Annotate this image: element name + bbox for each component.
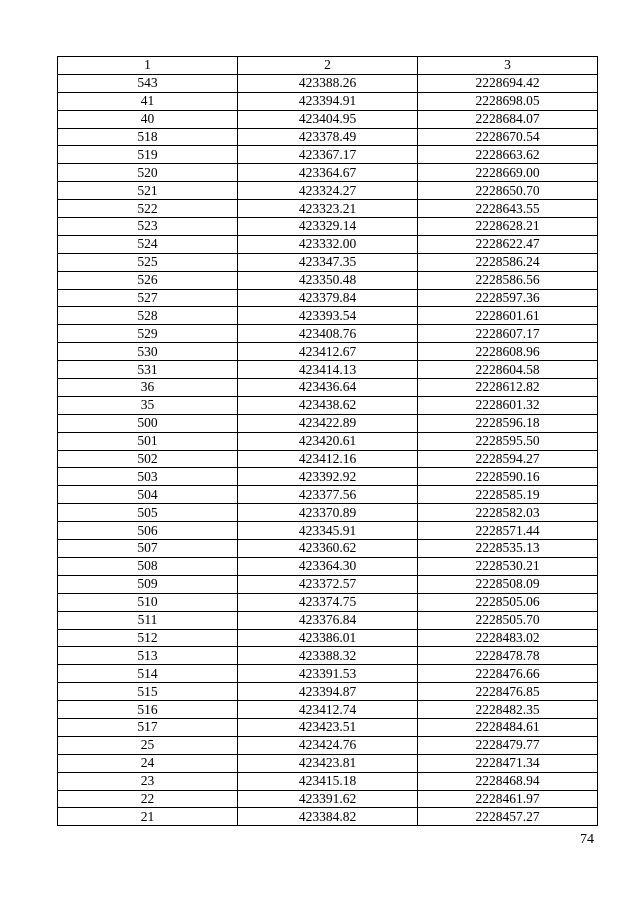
- y-coordinate-cell: 2228508.09: [418, 575, 598, 593]
- x-coordinate-cell: 423377.56: [238, 486, 418, 504]
- point-number-cell: 25: [58, 736, 238, 754]
- y-coordinate-cell: 2228585.19: [418, 486, 598, 504]
- x-coordinate-cell: 423323.21: [238, 200, 418, 218]
- x-coordinate-cell: 423436.64: [238, 379, 418, 397]
- x-coordinate-cell: 423329.14: [238, 218, 418, 236]
- y-coordinate-cell: 2228586.56: [418, 271, 598, 289]
- table-row: [58, 235, 598, 253]
- x-coordinate-cell: 423392.92: [238, 468, 418, 486]
- point-number-cell: 508: [58, 557, 238, 575]
- x-coordinate-cell: 423422.89: [238, 414, 418, 432]
- table-row: [58, 736, 598, 754]
- x-coordinate-cell: 423415.18: [238, 772, 418, 790]
- x-coordinate-cell: 423360.62: [238, 540, 418, 558]
- table-row: [58, 754, 598, 772]
- table-row: [58, 665, 598, 683]
- y-coordinate-cell: 2228478.78: [418, 647, 598, 665]
- table-row: [58, 522, 598, 540]
- point-number-cell: 512: [58, 629, 238, 647]
- table-row: [58, 343, 598, 361]
- point-number-cell: 522: [58, 200, 238, 218]
- x-coordinate-cell: 423412.67: [238, 343, 418, 361]
- table-row: [58, 253, 598, 271]
- point-number-cell: 504: [58, 486, 238, 504]
- y-coordinate-cell: 2228612.82: [418, 379, 598, 397]
- y-coordinate-cell: 2228601.61: [418, 307, 598, 325]
- x-coordinate-cell: 423424.76: [238, 736, 418, 754]
- table-row: [58, 504, 598, 522]
- table-row: [58, 307, 598, 325]
- x-coordinate-cell: 423388.32: [238, 647, 418, 665]
- point-number-cell: 521: [58, 182, 238, 200]
- x-coordinate-cell: 423379.84: [238, 289, 418, 307]
- point-number-cell: 35: [58, 396, 238, 414]
- x-coordinate-cell: 423391.62: [238, 790, 418, 808]
- x-coordinate-cell: 423394.87: [238, 683, 418, 701]
- y-coordinate-cell: 2228471.34: [418, 754, 598, 772]
- x-coordinate-cell: 423414.13: [238, 361, 418, 379]
- y-coordinate-cell: 2228608.96: [418, 343, 598, 361]
- y-coordinate-cell: 2228698.05: [418, 92, 598, 110]
- point-number-cell: 524: [58, 235, 238, 253]
- point-number-cell: 502: [58, 450, 238, 468]
- point-number-cell: 530: [58, 343, 238, 361]
- table-row: [58, 790, 598, 808]
- y-coordinate-cell: 2228505.06: [418, 593, 598, 611]
- y-coordinate-cell: 2228476.66: [418, 665, 598, 683]
- x-coordinate-cell: 423374.75: [238, 593, 418, 611]
- point-number-cell: 525: [58, 253, 238, 271]
- y-coordinate-cell: 2228479.77: [418, 736, 598, 754]
- y-coordinate-cell: 2228596.18: [418, 414, 598, 432]
- y-coordinate-cell: 2228582.03: [418, 504, 598, 522]
- x-coordinate-cell: 423324.27: [238, 182, 418, 200]
- point-number-cell: 23: [58, 772, 238, 790]
- point-number-cell: 501: [58, 432, 238, 450]
- header-cell-point: 1: [58, 57, 238, 75]
- x-coordinate-cell: 423423.81: [238, 754, 418, 772]
- y-coordinate-cell: 2228586.24: [418, 253, 598, 271]
- point-number-cell: 514: [58, 665, 238, 683]
- y-coordinate-cell: 2228694.42: [418, 74, 598, 92]
- table-row: [58, 396, 598, 414]
- y-coordinate-cell: 2228607.17: [418, 325, 598, 343]
- x-coordinate-cell: 423412.74: [238, 701, 418, 719]
- table-row: [58, 325, 598, 343]
- y-coordinate-cell: 2228601.32: [418, 396, 598, 414]
- point-number-cell: 506: [58, 522, 238, 540]
- point-number-cell: 543: [58, 74, 238, 92]
- x-coordinate-cell: 423370.89: [238, 504, 418, 522]
- x-coordinate-cell: 423404.95: [238, 110, 418, 128]
- y-coordinate-cell: 2228594.27: [418, 450, 598, 468]
- header-cell-y: 3: [418, 57, 598, 75]
- table-row: [58, 74, 598, 92]
- point-number-cell: 22: [58, 790, 238, 808]
- y-coordinate-cell: 2228595.50: [418, 432, 598, 450]
- table-row: [58, 128, 598, 146]
- point-number-cell: 21: [58, 808, 238, 826]
- point-number-cell: 520: [58, 164, 238, 182]
- x-coordinate-cell: 423376.84: [238, 611, 418, 629]
- y-coordinate-cell: 2228482.35: [418, 701, 598, 719]
- table-row: [58, 271, 598, 289]
- point-number-cell: 515: [58, 683, 238, 701]
- point-number-cell: 519: [58, 146, 238, 164]
- x-coordinate-cell: 423423.51: [238, 718, 418, 736]
- table-row: [58, 289, 598, 307]
- x-coordinate-cell: 423386.01: [238, 629, 418, 647]
- table-row: [58, 647, 598, 665]
- table-row: [58, 718, 598, 736]
- x-coordinate-cell: 423350.48: [238, 271, 418, 289]
- x-coordinate-cell: 423378.49: [238, 128, 418, 146]
- y-coordinate-cell: 2228604.58: [418, 361, 598, 379]
- x-coordinate-cell: 423364.30: [238, 557, 418, 575]
- table-row: [58, 772, 598, 790]
- table-row: [58, 361, 598, 379]
- table-row: [58, 432, 598, 450]
- x-coordinate-cell: 423332.00: [238, 235, 418, 253]
- y-coordinate-cell: 2228530.21: [418, 557, 598, 575]
- y-coordinate-cell: 2228669.00: [418, 164, 598, 182]
- x-coordinate-cell: 423347.35: [238, 253, 418, 271]
- x-coordinate-cell: 423345.91: [238, 522, 418, 540]
- y-coordinate-cell: 2228670.54: [418, 128, 598, 146]
- table-row: [58, 164, 598, 182]
- x-coordinate-cell: 423367.17: [238, 146, 418, 164]
- x-coordinate-cell: 423438.62: [238, 396, 418, 414]
- point-number-cell: 36: [58, 379, 238, 397]
- x-coordinate-cell: 423364.67: [238, 164, 418, 182]
- y-coordinate-cell: 2228476.85: [418, 683, 598, 701]
- table-row: [58, 701, 598, 719]
- y-coordinate-cell: 2228484.61: [418, 718, 598, 736]
- y-coordinate-cell: 2228643.55: [418, 200, 598, 218]
- point-number-cell: 513: [58, 647, 238, 665]
- table-header-row: [58, 57, 598, 75]
- y-coordinate-cell: 2228628.21: [418, 218, 598, 236]
- table-row: [58, 92, 598, 110]
- y-coordinate-cell: 2228597.36: [418, 289, 598, 307]
- table-row: [58, 611, 598, 629]
- point-number-cell: 41: [58, 92, 238, 110]
- table-body: [58, 57, 598, 826]
- y-coordinate-cell: 2228571.44: [418, 522, 598, 540]
- x-coordinate-cell: 423391.53: [238, 665, 418, 683]
- table-row: [58, 218, 598, 236]
- y-coordinate-cell: 2228622.47: [418, 235, 598, 253]
- table-row: [58, 540, 598, 558]
- x-coordinate-cell: 423420.61: [238, 432, 418, 450]
- point-number-cell: 505: [58, 504, 238, 522]
- page-number: 74: [580, 832, 594, 847]
- header-cell-x: 2: [238, 57, 418, 75]
- y-coordinate-cell: 2228590.16: [418, 468, 598, 486]
- table-row: [58, 575, 598, 593]
- table-row: [58, 379, 598, 397]
- table-row: [58, 593, 598, 611]
- point-number-cell: 516: [58, 701, 238, 719]
- point-number-cell: 531: [58, 361, 238, 379]
- table-row: [58, 414, 598, 432]
- y-coordinate-cell: 2228663.62: [418, 146, 598, 164]
- point-number-cell: 510: [58, 593, 238, 611]
- point-number-cell: 507: [58, 540, 238, 558]
- point-number-cell: 503: [58, 468, 238, 486]
- x-coordinate-cell: 423372.57: [238, 575, 418, 593]
- point-number-cell: 40: [58, 110, 238, 128]
- table-row: [58, 182, 598, 200]
- point-number-cell: 511: [58, 611, 238, 629]
- table-row: [58, 200, 598, 218]
- x-coordinate-cell: 423388.26: [238, 74, 418, 92]
- point-number-cell: 526: [58, 271, 238, 289]
- table-row: [58, 629, 598, 647]
- table-row: [58, 486, 598, 504]
- x-coordinate-cell: 423412.16: [238, 450, 418, 468]
- y-coordinate-cell: 2228468.94: [418, 772, 598, 790]
- point-number-cell: 523: [58, 218, 238, 236]
- x-coordinate-cell: 423384.82: [238, 808, 418, 826]
- point-number-cell: 518: [58, 128, 238, 146]
- coordinates-table: [57, 56, 598, 826]
- table-row: [58, 110, 598, 128]
- x-coordinate-cell: 423393.54: [238, 307, 418, 325]
- y-coordinate-cell: 2228505.70: [418, 611, 598, 629]
- point-number-cell: 529: [58, 325, 238, 343]
- table-row: [58, 808, 598, 826]
- x-coordinate-cell: 423394.91: [238, 92, 418, 110]
- y-coordinate-cell: 2228684.07: [418, 110, 598, 128]
- point-number-cell: 500: [58, 414, 238, 432]
- y-coordinate-cell: 2228457.27: [418, 808, 598, 826]
- table-row: [58, 557, 598, 575]
- table-row: [58, 683, 598, 701]
- y-coordinate-cell: 2228483.02: [418, 629, 598, 647]
- point-number-cell: 527: [58, 289, 238, 307]
- y-coordinate-cell: 2228461.97: [418, 790, 598, 808]
- y-coordinate-cell: 2228535.13: [418, 540, 598, 558]
- table-row: [58, 146, 598, 164]
- point-number-cell: 517: [58, 718, 238, 736]
- table-row: [58, 468, 598, 486]
- point-number-cell: 528: [58, 307, 238, 325]
- table-row: [58, 450, 598, 468]
- y-coordinate-cell: 2228650.70: [418, 182, 598, 200]
- x-coordinate-cell: 423408.76: [238, 325, 418, 343]
- point-number-cell: 24: [58, 754, 238, 772]
- point-number-cell: 509: [58, 575, 238, 593]
